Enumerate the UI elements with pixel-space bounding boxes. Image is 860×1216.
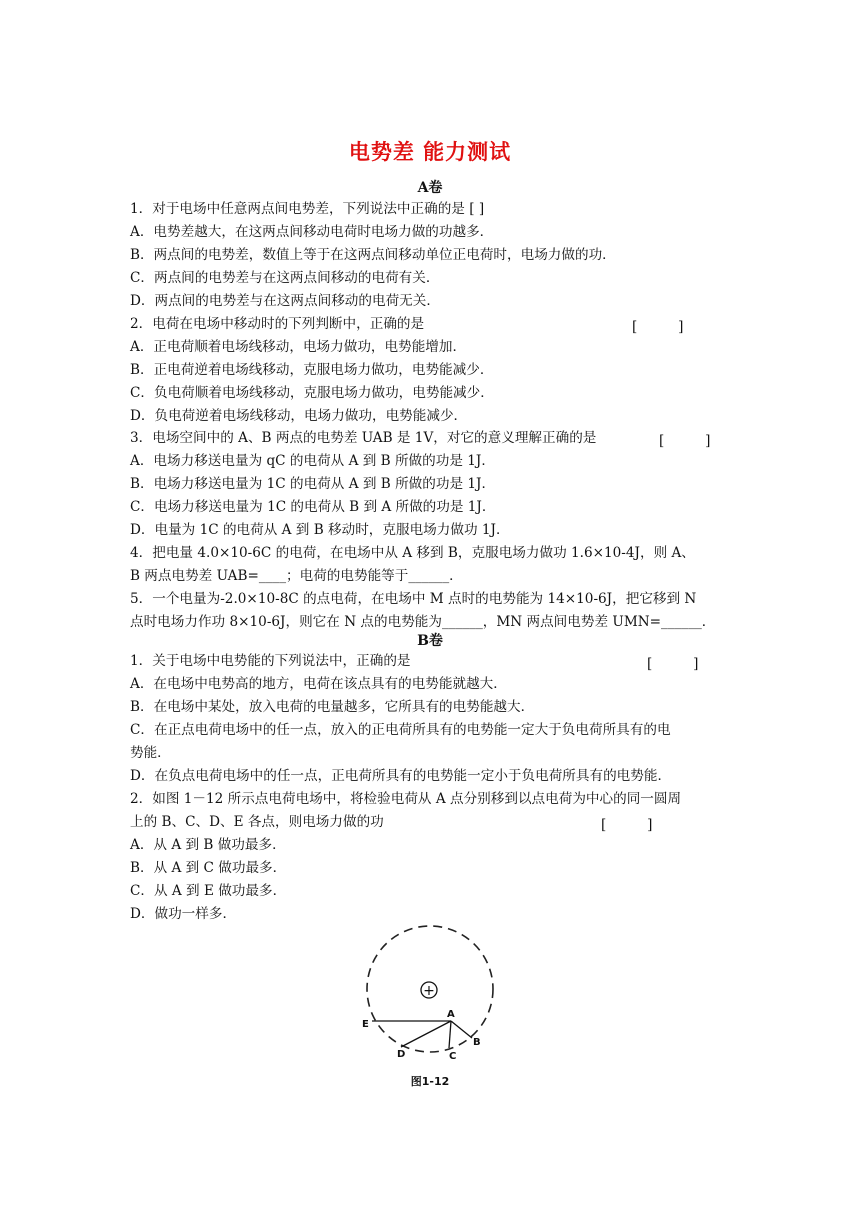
answer-bracket: [ ]: [601, 817, 653, 833]
option-line: B．两点间的电势差，数值上等于在这两点间移动单位正电荷时，电场力做的功．: [130, 247, 616, 263]
option-line: D．两点间的电势差与在这两点间移动的电荷无关．: [130, 293, 440, 309]
point-e-label: E: [362, 1019, 369, 1030]
question-line: 2．如图 1－12 所示点电荷电场中，将检验电荷从 A 点分别移到以点电荷为中心的同一圆周: [130, 791, 682, 807]
point-c-label: C: [449, 1051, 457, 1062]
point-b-label: B: [473, 1037, 481, 1048]
point-a-label: A: [447, 1009, 455, 1020]
question-line: 4．把电量 4.0×10-6C 的电荷，在电场中从 A 移到 B，克服电场力做功 1.6×10-4J，则 A、: [130, 545, 695, 561]
option-line: C．从 A 到 E 做功最多．: [130, 883, 287, 899]
option-line: C．在正点电荷电场中的任一点，放入的正电荷所具有的电势能一定大于负电荷所具有的电: [130, 722, 671, 738]
question-line: 1．关于电场中电势能的下列说法中，正确的是: [130, 653, 411, 669]
question-line: B 两点电势差 UAB=____；电荷的电势能等于______．: [130, 568, 463, 584]
figure-1-12-diagram: [355, 925, 505, 1090]
point-charge-symbol: +: [423, 983, 435, 999]
option-line: A．电势差越大，在这两点间移动电荷时电场力做的功越多．: [130, 224, 494, 240]
option-line: A．正电荷顺着电场线移动，电场力做功，电势能增加．: [130, 339, 467, 355]
question-line: 1．对于电场中任意两点间电势差，下列说法中正确的是 [ ]: [130, 201, 485, 217]
question-line: 上的 B、C、D、E 各点，则电场力做的功: [130, 814, 384, 830]
question-line: 5．一个电量为-2.0×10-8C 的点电荷，在电场中 M 点时的电势能为 14×10-6J，把它移到 N: [130, 591, 697, 607]
option-line: A．电场力移送电量为 qC 的电荷从 A 到 B 所做的功是 1J．: [130, 453, 495, 469]
option-line: C．电场力移送电量为 1C 的电荷从 B 到 A 所做的功是 1J．: [130, 499, 496, 515]
path-a-to-d: [401, 1021, 451, 1047]
option-line: 势能．: [130, 745, 171, 761]
option-line: B．从 A 到 C 做功最多．: [130, 860, 287, 876]
option-line: C．两点间的电势差与在这两点间移动的电荷有关．: [130, 270, 440, 286]
option-line: C．负电荷顺着电场线移动，克服电场力做功，电势能减少．: [130, 385, 494, 401]
path-a-to-c: [449, 1021, 451, 1048]
point-d-label: D: [397, 1049, 406, 1060]
option-line: D．做功一样多．: [130, 906, 237, 922]
option-line: A．从 A 到 B 做功最多．: [130, 837, 286, 853]
question-line: 2．电荷在电场中移动时的下列判断中，正确的是: [130, 316, 425, 332]
section-b-heading: B卷: [417, 633, 443, 649]
answer-bracket: [ ]: [632, 319, 684, 335]
option-line: B．电场力移送电量为 1C 的电荷从 A 到 B 所做的功是 1J．: [130, 476, 496, 492]
option-line: A．在电场中电势高的地方，电荷在该点具有的电势能就越大．: [130, 676, 507, 692]
option-line: D．负电荷逆着电场线移动，电场力做功，电势能减少．: [130, 408, 468, 424]
answer-bracket: [ ]: [647, 656, 699, 672]
option-line: B．正电荷逆着电场线移动，克服电场力做功，电势能减少．: [130, 362, 494, 378]
option-line: D．在负点电荷电场中的任一点，正电荷所具有的电势能一定小于负电荷所具有的电势能．: [130, 768, 672, 784]
section-a-heading: A卷: [417, 180, 443, 196]
question-line: 点时电场力作功 8×10-6J，则它在 N 点的电势能为______，MN 两点间电势差 UMN=______．: [130, 614, 716, 630]
path-a-to-b: [451, 1021, 472, 1038]
question-line: 3．电场空间中的 A、B 两点的电势差 UAB 是 1V，对它的意义理解正确的是: [130, 430, 597, 446]
page-title: 电势差 能力测试: [348, 140, 512, 164]
answer-bracket: [ ]: [659, 433, 711, 449]
option-line: D．电量为 1C 的电荷从 A 到 B 移动时，克服电场力做功 1J．: [130, 522, 510, 538]
figure-caption: 图1-12: [410, 1075, 450, 1088]
option-line: B．在电场中某处，放入电荷的电量越多，它所具有的电势能越大．: [130, 699, 535, 715]
